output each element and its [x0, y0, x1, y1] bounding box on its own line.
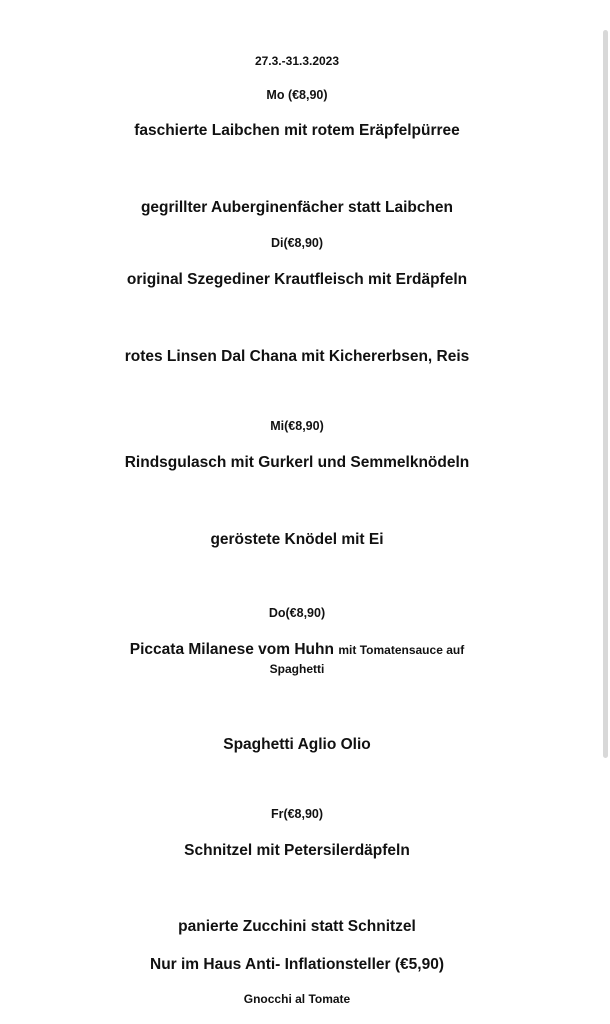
day-label-friday: Fr(€8,90) [270, 807, 324, 821]
dish-tuesday-2: rotes Linsen Dal Chana mit Kichererbsen, Reis [124, 348, 470, 365]
day-label-monday: Mo (€8,90) [266, 88, 328, 102]
dish-thursday-1-extra: mit Tomatensauce auf [338, 643, 465, 657]
dish-monday-2: gegrillter Auberginenfächer statt Laibchen [140, 199, 454, 216]
scrollbar-thumb[interactable] [603, 30, 608, 758]
dish-thursday-1 [0, 641, 594, 659]
dish-thursday-2: Spaghetti Aglio Olio [223, 736, 371, 753]
dish-friday-2: panierte Zucchini statt Schnitzel [178, 918, 416, 935]
dish-monday-1: faschierte Laibchen mit rotem Eräpfelpürree [134, 122, 460, 139]
day-label-thursday: Do(€8,90) [268, 606, 326, 620]
special-dish: Gnocchi al Tomate [243, 992, 351, 1006]
day-label-wednesday: Mi(€8,90) [270, 419, 324, 433]
dish-wednesday-2: geröstete Knödel mit Ei [210, 531, 384, 548]
dish-thursday-1-extra-cont: Spaghetti [269, 662, 325, 676]
dish-friday-1: Schnitzel mit Petersilerdäpfeln [184, 842, 410, 859]
dish-thursday-1-main: Piccata Milanese vom Huhn [129, 641, 334, 658]
dish-tuesday-1: original Szegediner Krautfleisch mit Erdäpfeln [126, 271, 468, 288]
dish-wednesday-1: Rindsgulasch mit Gurkerl und Semmelknödeln [124, 454, 470, 471]
special-title: Nur im Haus Anti- Inflationsteller (€5,90) [150, 956, 444, 973]
day-label-tuesday: Di(€8,90) [270, 236, 324, 250]
date-range: 27.3.-31.3.2023 [254, 54, 340, 68]
vertical-scrollbar[interactable] [600, 0, 610, 1024]
